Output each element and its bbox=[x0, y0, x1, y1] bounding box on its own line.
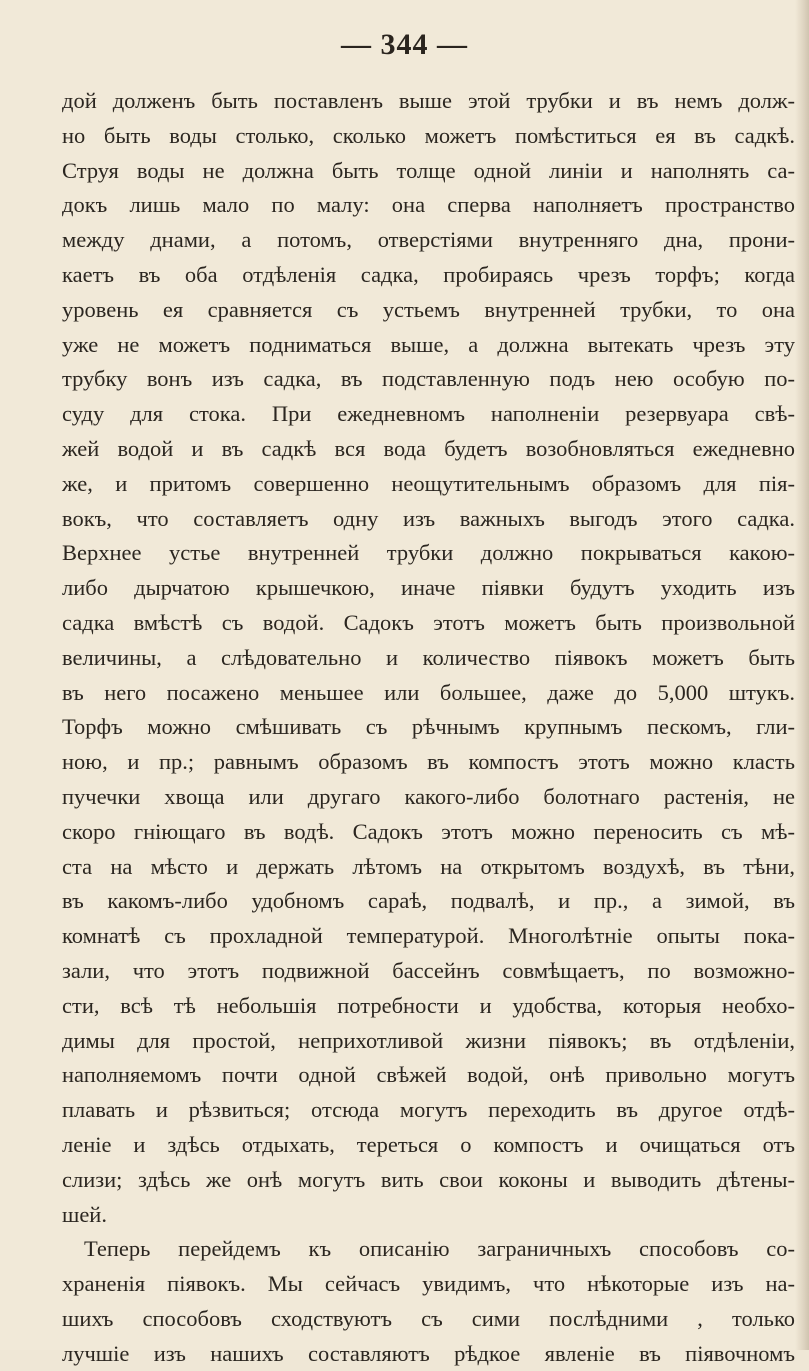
page-number: — 344 — bbox=[341, 28, 468, 61]
text-line: шихъ способовъ сходствуютъ съ сими послѣдними , только bbox=[62, 1305, 795, 1331]
text-line: но быть воды столько, сколько можетъ помѣститься ея въ садкѣ. bbox=[62, 122, 795, 148]
text-line: лучшіе изъ нашихъ составляютъ рѣдкое явленіе въ піявочномъ bbox=[62, 1340, 795, 1366]
text-line: плавать и рѣзвиться; отсюда могутъ переходить въ другое отдѣ- bbox=[62, 1097, 795, 1123]
text-line: либо дырчатою крышечкою, иначе піявки будутъ уходить изъ bbox=[62, 575, 795, 601]
text-line: каетъ въ оба отдѣленія садка, пробираясь чрезъ торфъ; когда bbox=[62, 261, 795, 287]
text-line: храненія піявокъ. Мы сейчасъ увидимъ, что нѣкоторые изъ на- bbox=[62, 1271, 795, 1297]
text-line: скоро гніющаго въ водѣ. Садокъ этотъ можно переносить съ мѣ- bbox=[62, 818, 795, 844]
text-line: трубку вонъ изъ садка, въ подставленную подъ нею особую по- bbox=[62, 366, 795, 392]
text-line: уровень ея сравняется съ устьемъ внутренней трубки, то она bbox=[62, 296, 795, 322]
text-line: зали, что этотъ подвижной бассейнъ совмѣщаетъ, по возможно- bbox=[62, 957, 795, 983]
text-line: суду для стока. При ежедневномъ наполненіи резервуара свѣ- bbox=[62, 401, 795, 427]
text-line: садка вмѣстѣ съ водой. Садокъ этотъ можетъ быть произвольной bbox=[62, 609, 795, 635]
text-line: сти, всѣ тѣ небольшія потребности и удобства, которыя необхо- bbox=[62, 992, 795, 1018]
text-line: докъ лишь мало по малу: она сперва наполняетъ пространство bbox=[62, 192, 795, 218]
text-line: димы для простой, неприхотливой жизни піявокъ; въ отдѣленіи, bbox=[62, 1027, 795, 1053]
text-line: Верхнее устье внутренней трубки должно покрываться какою- bbox=[62, 540, 795, 566]
text-line: Струя воды не должна быть толще одной линіи и наполнять са- bbox=[62, 157, 795, 183]
page-body bbox=[62, 84, 795, 1371]
text-line: Теперь перейдемъ къ описанію заграничныхъ способовъ со- bbox=[84, 1236, 795, 1262]
text-line: жей водой и въ садкѣ вся вода будетъ возобновляться ежедневно bbox=[62, 435, 795, 461]
text-line: дой долженъ быть поставленъ выше этой трубки и въ немъ долж- bbox=[62, 88, 795, 113]
text-line: между днами, а потомъ, отверстіями внутренняго дна, прони- bbox=[62, 227, 795, 253]
text-line: шей. bbox=[62, 1201, 107, 1227]
text-line: величины, а слѣдовательно и количество піявокъ можетъ быть bbox=[62, 644, 795, 670]
text-line: въ него посажено меньшее или большее, даже до 5,000 штукъ. bbox=[62, 679, 795, 705]
paragraph-1 bbox=[62, 84, 795, 1232]
paragraph-2 bbox=[62, 1232, 795, 1371]
text-line: комнатѣ съ прохладной температурой. Многолѣтніе опыты пока- bbox=[62, 923, 795, 949]
text-line: ною, и пр.; равнымъ образомъ въ компостъ этотъ можно класть bbox=[62, 749, 795, 775]
text-line: уже не можетъ подниматься выше, а должна вытекать чрезъ эту bbox=[62, 331, 795, 357]
page-edge-shadow bbox=[795, 0, 809, 1350]
text-line: же, и притомъ совершенно неощутительнымъ образомъ для пія- bbox=[62, 470, 795, 496]
text-line: въ какомъ-либо удобномъ сараѣ, подвалѣ, и пр., а зимой, въ bbox=[62, 888, 795, 914]
text-line: слизи; здѣсь же онѣ могутъ вить свои коконы и выводить дѣтены- bbox=[62, 1166, 795, 1192]
text-line: леніе и здѣсь отдыхать, тереться о компостъ и очищаться отъ bbox=[62, 1131, 795, 1157]
text-line: пучечки хвоща или другаго какого-либо болотнаго растенія, не bbox=[62, 783, 795, 809]
text-line: ста на мѣсто и держать лѣтомъ на открытомъ воздухѣ, въ тѣни, bbox=[62, 853, 795, 879]
text-line: вокъ, что составляетъ одну изъ важныхъ выгодъ этого садка. bbox=[62, 505, 795, 531]
text-line: Торфъ можно смѣшивать съ рѣчнымъ крупнымъ пескомъ, гли- bbox=[62, 714, 795, 740]
text-line: наполняемомъ почти одной свѣжей водой, онѣ привольно могутъ bbox=[62, 1062, 795, 1088]
